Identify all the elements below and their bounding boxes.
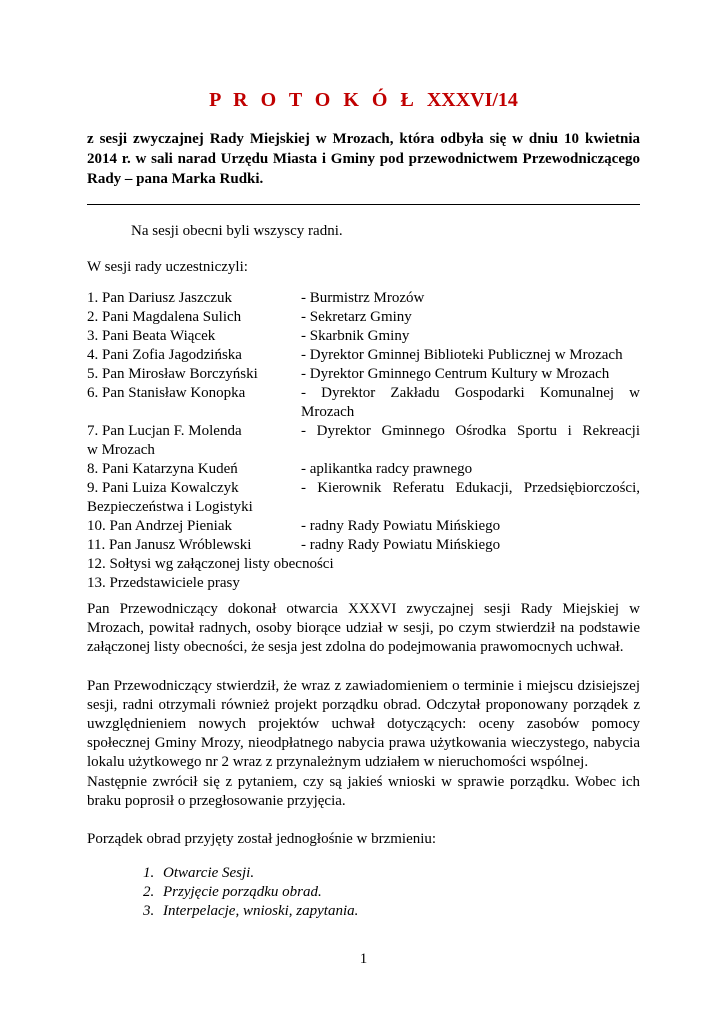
list-item xyxy=(87,422,640,441)
list-item: 12. Sołtysi wg załączonej listy obecności xyxy=(87,556,334,572)
agenda-number: 1. xyxy=(143,865,155,881)
subtitle: z sesji zwyczajnej Rady Miejskiej w Mrozach, która odbyła się w dniu 10 kwietnia 2014 r. w sali narad Urzędu Miasta i Gminy pod przewodnictwem Przewodniczącego Rady – pana Marka Rudki. xyxy=(87,131,640,187)
paragraph-agenda-proposal: Pan Przewodniczący stwierdził, że wraz z zawiadomieniem o terminie i miejscu dzisiejszej sesji, radni otrzymali również projekt porządku obrad. Odczytał proponowany porządek z uwzględnieniem nowych projektów uchwał dotyczących: oceny zasobów pomocy społecznej Gminy Mrozy, nieodpłatnego nabycia prawa użytkowania wieczystego, nabycia lokalu użytkowego nr 2 wraz z przynależnym udziałem w nieruchomości wspólnej. xyxy=(87,678,640,770)
list-item xyxy=(87,460,640,479)
list-item: 13. Przedstawiciele prasy xyxy=(87,575,240,591)
list-item xyxy=(143,902,623,921)
attendee-name: 11. Pan Janusz Wróblewski xyxy=(87,537,252,553)
attendee-name: 2. Pani Magdalena Sulich xyxy=(87,309,242,325)
attendee-role: - Dyrektor Gminnego Centrum Kultury w Mrozach xyxy=(301,366,610,382)
list-item xyxy=(87,346,640,365)
attendees-list xyxy=(87,289,640,593)
attendee-name: 9. Pani Luiza Kowalczyk xyxy=(87,480,239,496)
attendee-role: - Dyrektor Gminnego Ośrodka Sportu i Rekreacji xyxy=(301,423,640,439)
list-item xyxy=(87,517,640,536)
document-page xyxy=(87,0,640,1024)
intro-text: Na sesji obecni byli wszyscy radni. xyxy=(131,223,343,239)
list-item xyxy=(143,883,623,902)
attendee-role: - Dyrektor Zakładu Gospodarki Komunalnej w Mrozach xyxy=(301,385,640,420)
title-prefix: P R O T O K Ó Ł xyxy=(209,89,418,111)
attendee-name: 6. Pan Stanisław Konopka xyxy=(87,385,246,401)
list-item xyxy=(143,864,623,883)
title-number: XXXVI/14 xyxy=(426,89,518,111)
page-number: 1 xyxy=(359,951,368,967)
attendee-role-continuation: w Mrozach xyxy=(87,442,155,458)
paragraph-motion: Następnie zwrócił się z pytaniem, czy są jakieś wnioski w sprawie porządku. Wobec ich braku poprosił o przegłosowanie przyjęcia. xyxy=(87,774,640,809)
agenda-number: 3. xyxy=(143,903,155,919)
attendee-role-continuation: Bezpieczeństwa i Logistyki xyxy=(87,499,253,515)
page-title xyxy=(87,88,640,112)
list-item xyxy=(87,365,640,384)
attendee-name: 10. Pan Andrzej Pieniak xyxy=(87,518,232,534)
attendee-name: 3. Pani Beata Wiącek xyxy=(87,328,216,344)
attendee-role: - Burmistrz Mrozów xyxy=(301,290,425,306)
attendee-role: - Sekretarz Gminy xyxy=(301,309,412,325)
divider xyxy=(87,204,640,205)
attendee-name: 5. Pan Mirosław Borczyński xyxy=(87,366,258,382)
list-item xyxy=(87,384,640,422)
agenda-intro: Porządek obrad przyjęty został jednogłośnie w brzmieniu: xyxy=(87,831,437,847)
attendee-role: - radny Rady Powiatu Mińskiego xyxy=(301,537,501,553)
agenda-text: Otwarcie Sesji. xyxy=(163,865,255,881)
list-item xyxy=(87,479,640,498)
agenda-number: 2. xyxy=(143,884,155,900)
attendee-role: - radny Rady Powiatu Mińskiego xyxy=(301,518,501,534)
attendee-role: - Dyrektor Gminnej Biblioteki Publicznej w Mrozach xyxy=(301,347,623,363)
agenda-list xyxy=(143,864,623,921)
agenda-text: Interpelacje, wnioski, zapytania. xyxy=(163,903,359,919)
list-item xyxy=(87,536,640,555)
attendee-role: - aplikantka radcy prawnego xyxy=(301,461,473,477)
agenda-text: Przyjęcie porządku obrad. xyxy=(163,884,322,900)
paragraph-opening: Pan Przewodniczący dokonał otwarcia XXXVI zwyczajnej sesji Rady Miejskiej w Mrozach, powitał radnych, osoby biorące udział w sesji, po czym stwierdził na podstawie załączonej listy obecności, że sesja jest zdolna do podejmowania prawomocnych uchwał. xyxy=(87,601,640,655)
attendee-name: 7. Pan Lucjan F. Molenda xyxy=(87,423,242,439)
list-item xyxy=(87,327,640,346)
attendee-name: 4. Pani Zofia Jagodzińska xyxy=(87,347,242,363)
attendee-role: - Skarbnik Gminy xyxy=(301,328,410,344)
attendee-name: 1. Pan Dariusz Jaszczuk xyxy=(87,290,232,306)
attendees-heading: W sesji rady uczestniczyli: xyxy=(87,259,248,275)
list-item xyxy=(87,308,640,327)
attendee-role: - Kierownik Referatu Edukacji, Przedsiębiorczości, xyxy=(301,480,640,496)
attendee-name: 8. Pani Katarzyna Kudeń xyxy=(87,461,238,477)
list-item xyxy=(87,289,640,308)
